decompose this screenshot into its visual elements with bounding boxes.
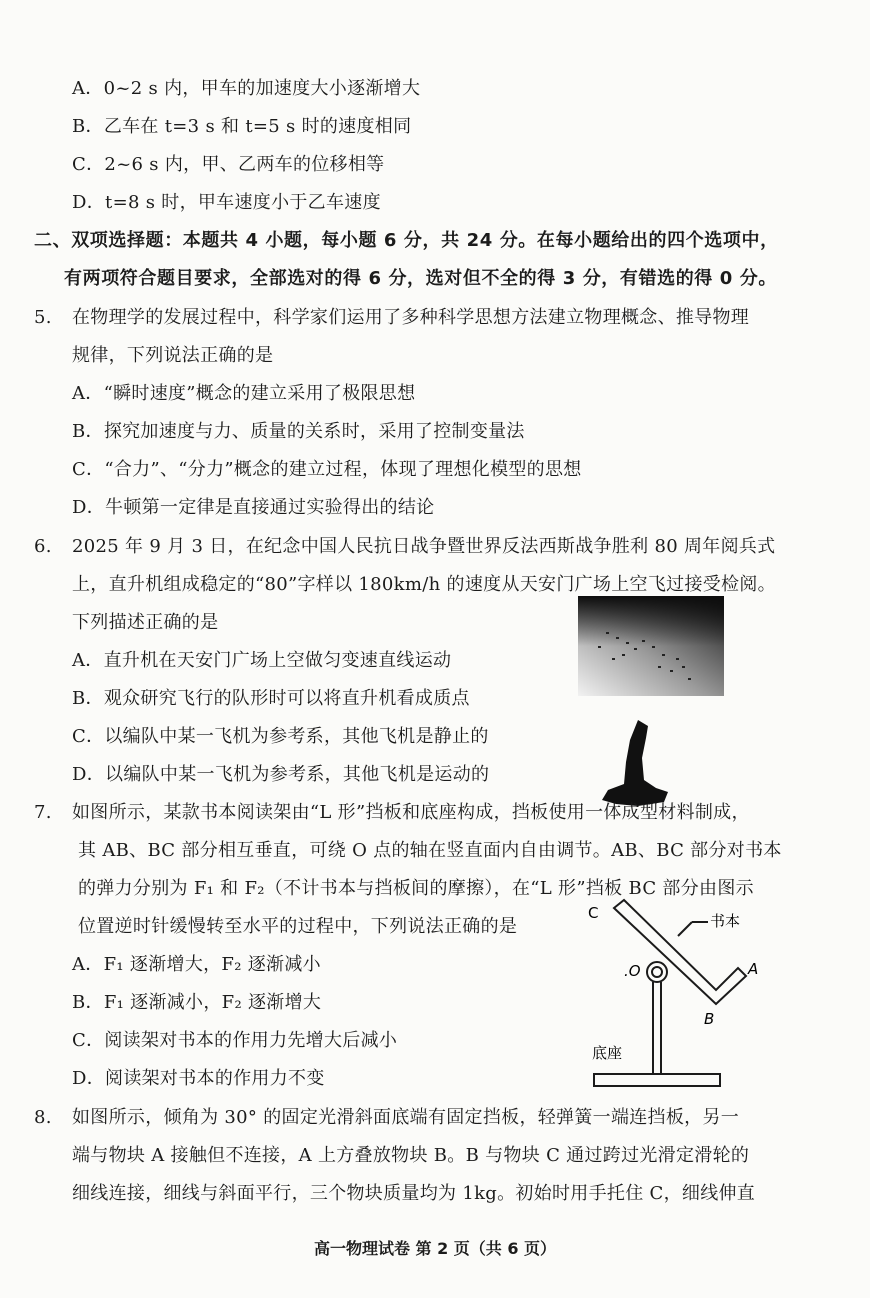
diagram-label-o: .O: [624, 962, 641, 980]
page-footer: 高一物理试卷 第 2 页（共 6 页）: [313, 1239, 557, 1258]
diagram-label-b: B: [704, 1010, 715, 1028]
q5-number: 5.: [34, 307, 52, 328]
q5-option-a: A．“瞬时速度”概念的建立采用了极限思想: [72, 383, 416, 404]
q8-stem-line2: 端与物块 A 接触但不连接，A 上方叠放物块 B。B 与物块 C 通过跨过光滑定滑轮的: [72, 1145, 750, 1166]
q6-stem-line2: 上，直升机组成稳定的“80”字样以 180km/h 的速度从天安门广场上空飞过接受检阅。: [72, 574, 776, 595]
section-2-heading: 二、双项选择题：本题共 4 小题，每小题 6 分，共 24 分。在每小题给出的四个选项中，: [34, 230, 779, 251]
q6-option-d: D．以编队中某一飞机为参考系，其他飞机是运动的: [72, 764, 490, 785]
q7-stem-line4: 位置逆时针缓慢转至水平的过程中，下列说法正确的是: [78, 916, 518, 937]
diagram-label-base: 底座: [592, 1044, 623, 1062]
reading-stand-diagram: [580, 898, 770, 1092]
q5-option-b: B．探究加速度与力、质量的关系时，采用了控制变量法: [72, 421, 525, 442]
q5-stem-line2: 规律，下列说法正确的是: [72, 345, 274, 366]
q6-option-b: B．观众研究飞行的队形时可以将直升机看成质点: [72, 688, 470, 709]
q5-option-c: C．“合力”、“分力”概念的建立过程，体现了理想化模型的思想: [72, 459, 582, 480]
q7-stem-line2: 其 AB、BC 部分相互垂直，可绕 O 点的轴在竖直面内自由调节。AB、BC 部分对书本: [78, 840, 782, 861]
q6-stem-line1: 2025 年 9 月 3 日，在纪念中国人民抗日战争暨世界反法西斯战争胜利 80 周年阅兵式: [72, 536, 776, 557]
q7-stem-line1: 如图所示，某款书本阅读架由“L 形”挡板和底座构成，挡板使用一体成型材料制成，: [72, 802, 750, 823]
q7-number: 7.: [34, 802, 52, 823]
q7-stem-line3: 的弹力分别为 F₁ 和 F₂（不计书本与挡板间的摩擦），在“L 形”挡板 BC 部分由图示: [78, 878, 754, 899]
q7-option-d: D．阅读架对书本的作用力不变: [72, 1068, 325, 1089]
silhouette-figure: [598, 718, 674, 812]
section-2-instructions: 有两项符合题目要求，全部选对的得 6 分，选对但不全的得 3 分，有错选的得 0 分。: [64, 268, 777, 289]
diagram-label-a: A: [748, 960, 759, 978]
q5-option-d: D．牛顿第一定律是直接通过实验得出的结论: [72, 497, 435, 518]
q6-stem-line3: 下列描述正确的是: [72, 612, 219, 633]
q5-stem-line1: 在物理学的发展过程中，科学家们运用了多种科学思想方法建立物理概念、推导物理: [72, 307, 750, 328]
q4-option-c: C．2~6 s 内，甲、乙两车的位移相等: [72, 154, 385, 175]
q6-option-c: C．以编队中某一飞机为参考系，其他飞机是静止的: [72, 726, 489, 747]
q4-option-b: B．乙车在 t=3 s 和 t=5 s 时的速度相同: [72, 116, 412, 137]
q4-option-a: A．0~2 s 内，甲车的加速度大小逐渐增大: [72, 78, 421, 99]
q4-option-d: D．t=8 s 时，甲车速度小于乙车速度: [72, 192, 381, 213]
q6-option-a: A．直升机在天安门广场上空做匀变速直线运动: [72, 650, 452, 671]
q8-stem-line3: 细线连接，细线与斜面平行，三个物块质量均为 1kg。初始时用手托住 C，细线伸直: [72, 1183, 756, 1204]
diagram-label-book: 书本: [710, 912, 741, 930]
helicopter-formation-photo: [578, 596, 724, 696]
q7-option-b: B．F₁ 逐渐减小，F₂ 逐渐增大: [72, 992, 322, 1013]
diagram-label-c: C: [588, 904, 599, 922]
q7-option-c: C．阅读架对书本的作用力先增大后减小: [72, 1030, 398, 1051]
q7-option-a: A．F₁ 逐渐增大，F₂ 逐渐减小: [72, 954, 321, 975]
q8-stem-line1: 如图所示，倾角为 30° 的固定光滑斜面底端有固定挡板，轻弹簧一端连挡板，另一: [72, 1107, 740, 1128]
q8-number: 8.: [34, 1107, 52, 1128]
q6-number: 6.: [34, 536, 52, 557]
